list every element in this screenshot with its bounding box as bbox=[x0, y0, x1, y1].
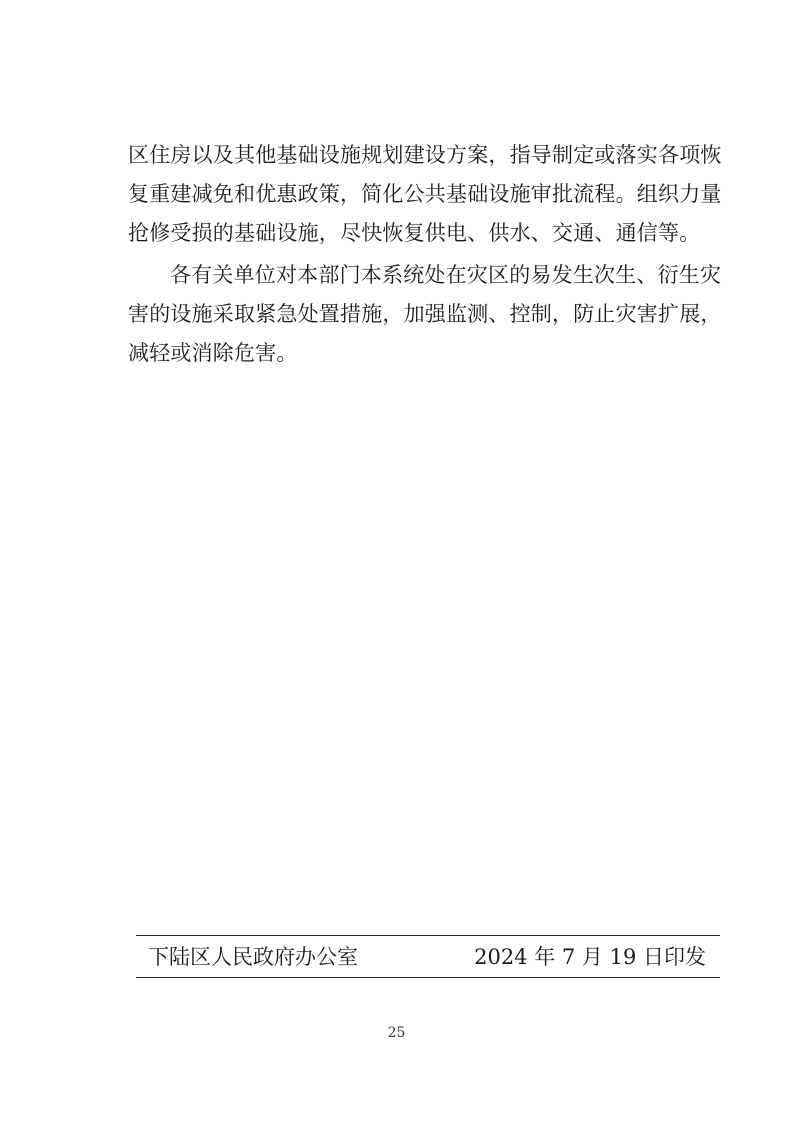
issue-date: 2024 年 7 月 19 日印发 bbox=[474, 945, 706, 969]
paragraph-line: 减轻或消除危害。 bbox=[128, 341, 298, 365]
paragraph-line: 害的设施采取紧急处置措施，加强监测、控制，防止灾害扩展， bbox=[128, 302, 722, 326]
body-text bbox=[128, 136, 722, 373]
issuing-office: 下陆区人民政府办公室 bbox=[148, 945, 358, 969]
imprint-bar bbox=[136, 935, 720, 978]
page-number: 25 bbox=[387, 1025, 406, 1041]
paragraph-line: 复重建减免和优惠政策，简化公共基础设施审批流程。组织力量 bbox=[128, 182, 722, 206]
paragraph-line: 抢修受损的基础设施，尽快恢复供电、供水、交通、通信等。 bbox=[128, 221, 701, 245]
paragraph-line: 区住房以及其他基础设施规划建设方案，指导制定或落实各项恢 bbox=[128, 143, 722, 167]
paragraph-line: 各有关单位对本部门本系统处在灾区的易发生次生、衍生灾 bbox=[170, 263, 722, 287]
